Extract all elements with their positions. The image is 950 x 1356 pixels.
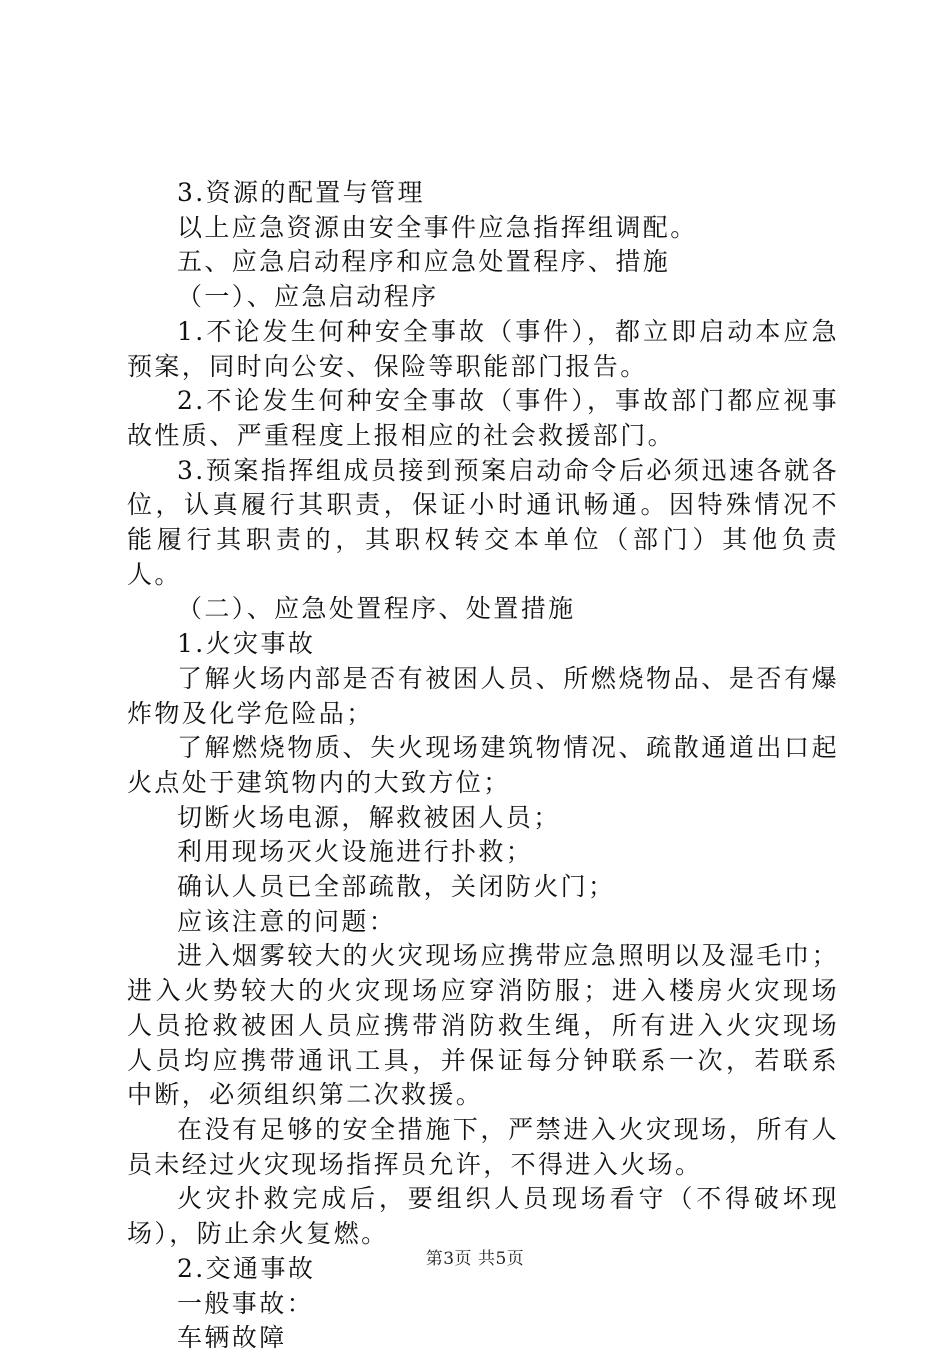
paragraph-notes-3: 火灾扑救完成后，要组织人员现场看守（不得破坏现场），防止余火复燃。 <box>127 1184 839 1249</box>
paragraph-startup-1: 1.不论发生何种安全事故（事件），都立即启动本应急预案，同时向公安、保险等职能部门报告。 <box>127 316 839 381</box>
paragraph-notes-heading: 应该注意的问题： <box>177 906 397 936</box>
subsection-heading-startup: （一）、应急启动程序 <box>177 282 439 312</box>
subsection-heading-disposal: （二）、应急处置程序、处置措施 <box>177 594 576 624</box>
paragraph-fire-5: 确认人员已全部疏散，关闭防火门； <box>177 872 616 902</box>
document-body <box>127 176 839 1356</box>
page-number-footer: 第3页 共5页 <box>425 1249 525 1269</box>
paragraph-resource-allocation: 以上应急资源由安全事件应急指挥组调配。 <box>177 212 698 242</box>
paragraph-fire-4: 利用现场灭火设施进行扑救； <box>177 837 534 867</box>
paragraph-fire-2: 了解燃烧物质、失火现场建筑物情况、疏散通道出口起火点处于建筑物内的大致方位； <box>127 733 839 797</box>
paragraph-traffic-breakdown: 车辆故障 <box>177 1323 287 1353</box>
paragraph-startup-3: 3.预案指挥组成员接到预案启动命令后必须迅速各就各位，认真履行其职责，保证小时通讯畅通。因特殊情况不能履行其职责的，其职权转交本单位（部门）其他负责人。 <box>127 455 839 589</box>
paragraph-startup-2: 2.不论发生何种安全事故（事件），事故部门都应视事故性质、严重程度上报相应的社会救援部门。 <box>127 386 839 450</box>
paragraph-resource-heading: 3.资源的配置与管理 <box>177 178 425 207</box>
paragraph-traffic-general: 一般事故： <box>177 1288 315 1318</box>
item-heading-traffic: 2.交通事故 <box>177 1253 316 1283</box>
paragraph-fire-1: 了解火场内部是否有被困人员、所燃烧物品、是否有爆炸物及化学危险品； <box>127 663 839 728</box>
paragraph-fire-3: 切断火场电源，解救被困人员； <box>177 802 561 832</box>
paragraph-notes-2: 在没有足够的安全措施下，严禁进入火灾现场，所有人员未经过火灾现场指挥员允许，不得进入火场。 <box>127 1114 839 1179</box>
paragraph-notes-1: 进入烟雾较大的火灾现场应携带应急照明以及湿毛巾；进入火势较大的火灾现场应穿消防服；进入楼房火灾现场人员抢救被困人员应携带消防救生绳，所有进入火灾现场人员均应携带通讯工具，并保证每分钟联系一次，若联系中断，必须组织第二次救援。 <box>127 941 839 1110</box>
item-heading-fire: 1.火灾事故 <box>177 629 316 659</box>
section-heading-five: 五、应急启动程序和应急处置程序、措施 <box>177 247 671 277</box>
